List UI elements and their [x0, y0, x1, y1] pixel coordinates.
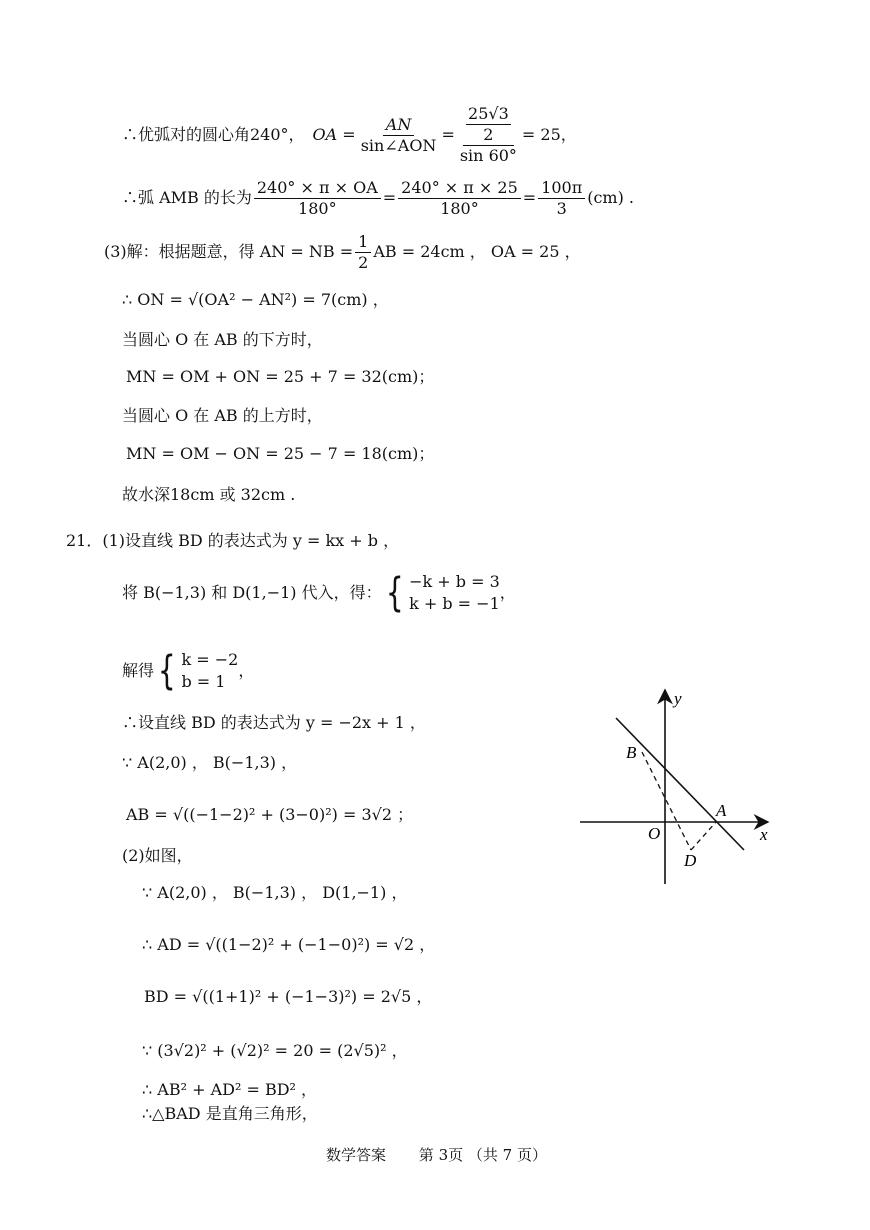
line-solve — [122, 644, 254, 698]
text: AB = 24cm ， OA = 25 ， — [373, 242, 581, 261]
line-q21-intro: 21．(1)设直线 BD 的表达式为 y = kx + b ， — [66, 531, 400, 550]
line-mn-32: MN = OM + ON = 25 + 7 = 32(cm)； — [126, 367, 435, 386]
denominator: 2 — [358, 252, 369, 272]
fraction-half — [355, 232, 371, 273]
footer — [326, 1144, 547, 1165]
footer-subject: 数学答案 — [326, 1146, 387, 1164]
result: = 25， — [521, 125, 577, 144]
denominator: sin 60° — [459, 146, 517, 165]
numerator — [463, 104, 514, 146]
line-below-case: 当圆心 O 在 AB 的下方时， — [122, 330, 323, 349]
numerator: 240° × π × 25 — [398, 178, 521, 199]
line-arc-length: ∴弧 AMB 的长为 $\frac{240^\circ \times \pi \times OA}{180^\circ}$ = $\frac{240^\circ \times \pi \times 25}{180^\circ}$ = $\frac{100\pi}{3}$ (cm) . — [122, 177, 635, 218]
equation-system: { −k + b = 3 k + b = −1 — [385, 570, 500, 616]
line-part3 — [104, 228, 581, 276]
line-bd — [616, 718, 744, 850]
line-water-depth: 故水深18cm 或 32cm . — [122, 485, 296, 504]
text: 将 B(−1,3) 和 D(1,−1) 代入，得： — [122, 583, 382, 602]
fraction — [254, 178, 381, 219]
coordinate-figure — [572, 682, 772, 892]
equation-system: { k = −2 b = 1 — [157, 648, 239, 694]
label-y: y — [674, 689, 682, 708]
numerator: 240° × π × OA — [254, 178, 381, 199]
line-arc-angle — [122, 100, 577, 170]
text: ∴弧 AMB 的长为 — [122, 188, 252, 207]
text: ， — [499, 583, 516, 602]
equals: = — [441, 125, 455, 144]
line-bd-length: BD = √((1+1)² + (−1−3)²) = 2√5 ， — [144, 987, 433, 1006]
label-origin: O — [648, 824, 661, 843]
fraction — [398, 178, 521, 219]
inner-denominator: 2 — [483, 125, 494, 144]
fraction — [358, 115, 440, 156]
text: (cm) . — [587, 188, 635, 207]
text: OA = — [312, 125, 356, 144]
line-pythagoras-check: ∵ (3√2)² + (√2)² = 20 = (2√5)² ， — [142, 1041, 408, 1060]
equation-row: b = 1 — [181, 672, 226, 691]
label-x: x — [760, 825, 768, 844]
numerator: AN — [383, 115, 415, 136]
denominator: 180° — [298, 198, 337, 218]
fraction — [538, 178, 585, 219]
line-mn-18: MN = OM − ON = 25 − 7 = 18(cm)； — [126, 444, 435, 463]
equation-row: −k + b = 3 — [409, 572, 500, 591]
denominator: 3 — [556, 198, 567, 218]
text: 解得 — [122, 661, 155, 680]
text: ， — [238, 661, 255, 680]
line-substitute — [122, 566, 516, 620]
numerator: 100π — [538, 178, 585, 199]
line-ab-length: AB = √((−1−2)² + (3−0)²) = 3√2 ； — [126, 805, 414, 824]
equation-row: k = −2 — [181, 650, 239, 669]
numerator: 1 — [355, 232, 371, 253]
label-point-b: B — [626, 743, 637, 762]
line-bd-expression: ∴设直线 BD 的表达式为 y = −2x + 1 ， — [122, 713, 426, 732]
footer-page: 第 3页 （共 7 页） — [418, 1146, 547, 1164]
denominator: sin∠AON — [360, 135, 437, 155]
segment-ad-dashed — [691, 822, 716, 850]
denominator: 180° — [440, 198, 479, 218]
line-ad-length: ∴ AD = √((1−2)² + (−1−0)²) = √2 ， — [142, 935, 436, 954]
equation-row: k + b = −1 — [409, 594, 500, 613]
line-points-ab: ∵ A(2,0) ， B(−1,3) ， — [122, 753, 298, 772]
compound-fraction — [457, 104, 520, 166]
line-pythagoras-relation: ∴ AB² + AD² = BD² ， — [142, 1080, 318, 1099]
line-part2: (2)如图， — [122, 846, 193, 865]
text: (3)解：根据题意，得 AN = NB = — [104, 242, 354, 261]
line-points-abd: ∵ A(2,0) ， B(−1,3) ， D(1,−1) ， — [142, 883, 408, 902]
label-point-a: A — [716, 801, 727, 820]
line-above-case: 当圆心 O 在 AB 的上方时， — [122, 406, 323, 425]
line-right-triangle: ∴△BAD 是直角三角形， — [142, 1104, 318, 1123]
inner-numerator: 25√3 — [468, 104, 509, 123]
text: ∴优弧对的圆心角240°， — [122, 125, 305, 144]
line-on: ∴ ON = √(OA² − AN²) = 7(cm) ， — [122, 290, 389, 309]
label-point-d: D — [684, 851, 697, 870]
